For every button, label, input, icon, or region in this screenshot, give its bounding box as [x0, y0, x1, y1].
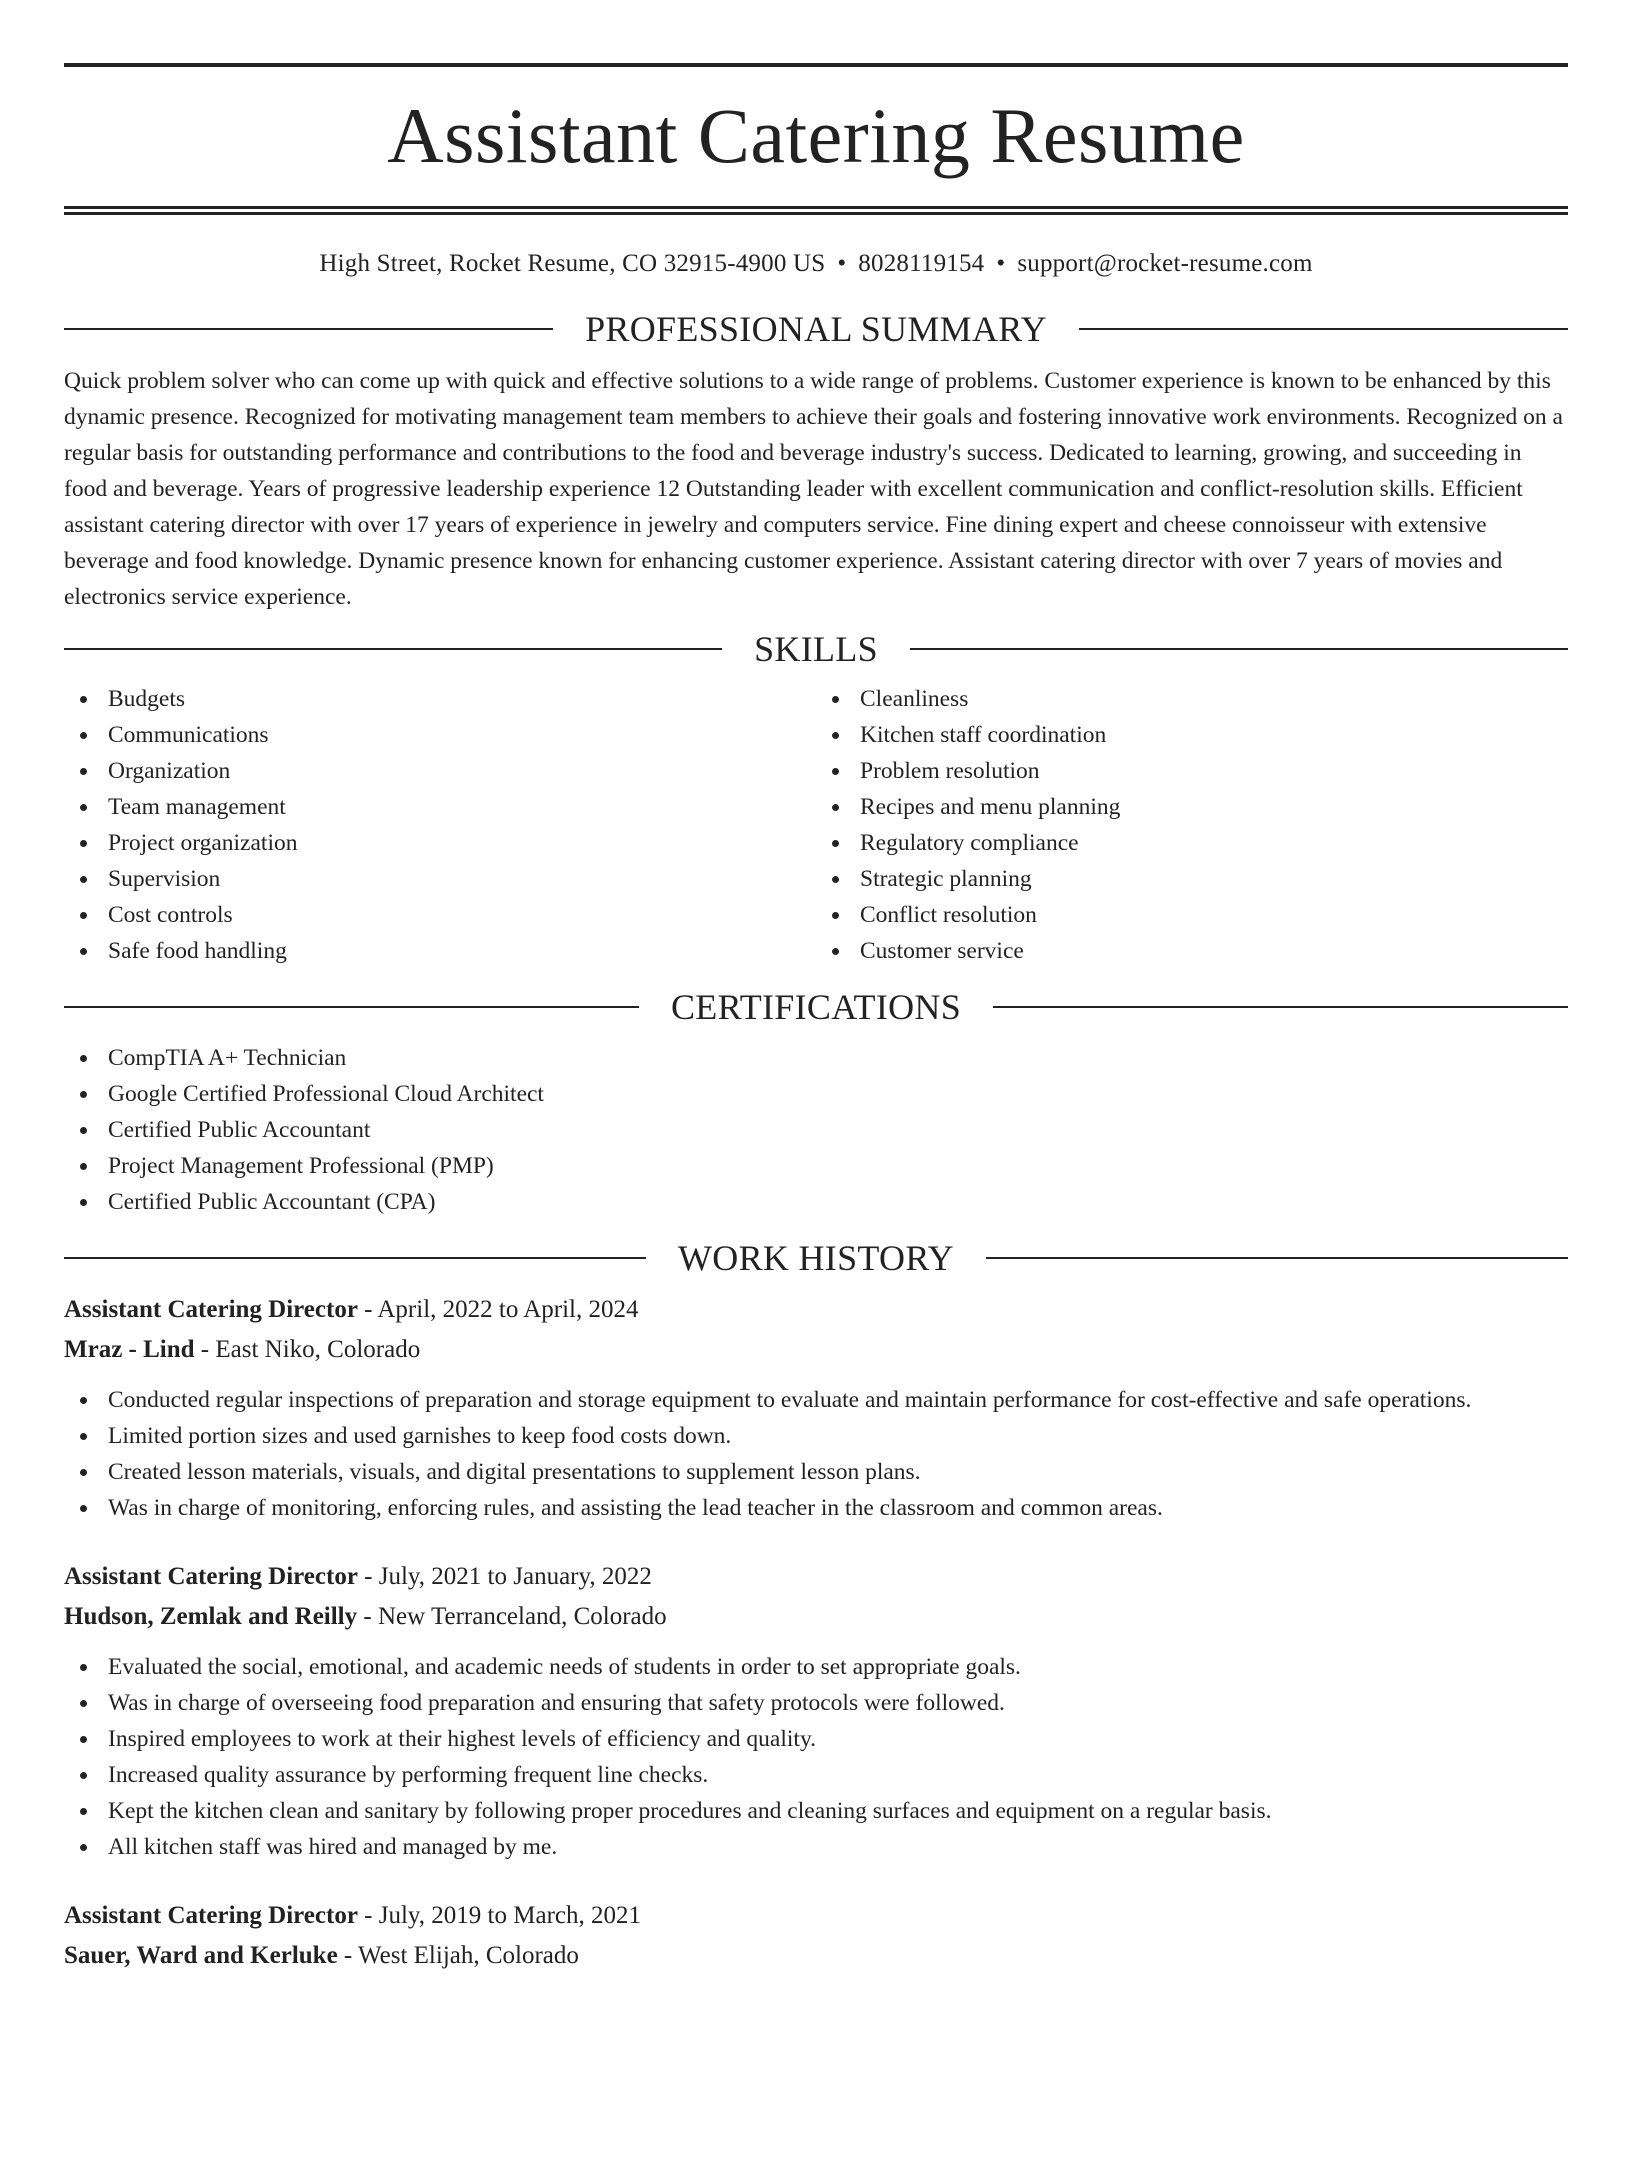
- job-company-line: [64, 1597, 1568, 1637]
- contact-phone: 8028119154: [858, 250, 985, 277]
- job-location: - New Terranceland, Colorado: [357, 1603, 667, 1630]
- contact-address: High Street, Rocket Resume, CO 32915-4900 US: [319, 250, 826, 277]
- list-item: Project organization: [64, 825, 816, 861]
- job-dates: - April, 2022 to April, 2024: [357, 1296, 639, 1323]
- job-entry: [64, 1290, 1568, 1526]
- list-item: CompTIA A+ Technician: [64, 1040, 1568, 1076]
- job-title-line: [64, 1896, 1568, 1936]
- list-item: Kept the kitchen clean and sanitary by following proper procedures and cleaning surfaces and equipment on a regular basis.: [64, 1793, 1568, 1829]
- job-title: Assistant Catering Director: [64, 1563, 358, 1590]
- job-location: - East Niko, Colorado: [194, 1336, 421, 1363]
- certifications-list: [64, 1040, 1568, 1220]
- list-item: Supervision: [64, 861, 816, 897]
- section-heading-certifications: [64, 987, 1568, 1027]
- skills-column-left: [64, 681, 816, 969]
- job-title-line: [64, 1557, 1568, 1597]
- section-heading-work-history: [64, 1238, 1568, 1278]
- list-item: Kitchen staff coordination: [816, 717, 1568, 753]
- skills-grid: [64, 681, 1568, 969]
- resume-page: [0, 63, 1632, 2175]
- contact-separator: •: [996, 250, 1006, 277]
- list-item: Was in charge of overseeing food preparation and ensuring that safety protocols were followed.: [64, 1685, 1568, 1721]
- list-item: Team management: [64, 789, 816, 825]
- list-item: Google Certified Professional Cloud Architect: [64, 1076, 1568, 1112]
- section-title: PROFESSIONAL SUMMARY: [585, 309, 1047, 349]
- list-item: Was in charge of monitoring, enforcing rules, and assisting the lead teacher in the classroom and common areas.: [64, 1490, 1568, 1526]
- job-entry: [64, 1896, 1568, 1976]
- heading-rule: [910, 648, 1568, 650]
- contact-separator: •: [837, 250, 847, 277]
- job-location: - West Elijah, Colorado: [337, 1942, 579, 1969]
- job-bullets: [64, 1382, 1568, 1526]
- list-item: Certified Public Accountant: [64, 1112, 1568, 1148]
- job-company: Mraz - Lind: [64, 1336, 195, 1363]
- skills-column-right: [816, 681, 1568, 969]
- list-item: Regulatory compliance: [816, 825, 1568, 861]
- list-item: Evaluated the social, emotional, and academic needs of students in order to set appropriate goals.: [64, 1649, 1568, 1685]
- heading-rule: [993, 1006, 1568, 1008]
- list-item: Conflict resolution: [816, 897, 1568, 933]
- list-item: Cleanliness: [816, 681, 1568, 717]
- job-company: Hudson, Zemlak and Reilly: [64, 1603, 358, 1630]
- list-item: Limited portion sizes and used garnishes to keep food costs down.: [64, 1418, 1568, 1454]
- list-item: Certified Public Accountant (CPA): [64, 1184, 1568, 1220]
- heading-rule: [64, 1257, 646, 1259]
- list-item: Conducted regular inspections of preparation and storage equipment to evaluate and maintain performance for cost-effective and safe operations.: [64, 1382, 1568, 1418]
- job-title: Assistant Catering Director: [64, 1296, 358, 1323]
- resume-title: Assistant Catering Resume: [387, 92, 1245, 179]
- list-item: Budgets: [64, 681, 816, 717]
- section-title: CERTIFICATIONS: [670, 987, 962, 1027]
- title-double-rule: [64, 206, 1568, 215]
- summary-text: Quick problem solver who can come up with quick and effective solutions to a wide range of problems. Customer experience is known to be enhanced by this dynamic presence. Recognized for motivating management team members to achieve their goals and fostering innovative work environments. Recognized on a regular basis for outstanding performance and contributions to the food and beverage industry's success. Dedicated to learning, growing, and succeeding in food and beverage. Years of progressive leadership experience 12 Outstanding leader with excellent communication and conflict-resolution skills. Efficient assistant catering director with over 17 years of experience in jewelry and computers service. Fine dining expert and cheese connoisseur with extensive beverage and food knowledge. Dynamic presence known for enhancing customer experience. Assistant catering director with over 7 years of movies and electronics service experience.: [64, 368, 1563, 610]
- list-item: Strategic planning: [816, 861, 1568, 897]
- job-company: Sauer, Ward and Kerluke: [64, 1942, 338, 1969]
- section-title: WORK HISTORY: [678, 1238, 954, 1278]
- job-company-line: [64, 1330, 1568, 1370]
- job-entry: [64, 1557, 1568, 1865]
- section-title: SKILLS: [754, 629, 878, 669]
- list-item: Problem resolution: [816, 753, 1568, 789]
- job-company-line: [64, 1936, 1568, 1976]
- section-heading-summary: [64, 309, 1568, 349]
- job-dates: - July, 2019 to March, 2021: [357, 1902, 641, 1929]
- job-bullets: [64, 1649, 1568, 1865]
- skills-list-right: [816, 681, 1568, 969]
- section-heading-skills: [64, 629, 1568, 669]
- heading-rule: [1079, 328, 1568, 330]
- job-title-line: [64, 1290, 1568, 1330]
- list-item: Cost controls: [64, 897, 816, 933]
- job-title: Assistant Catering Director: [64, 1902, 358, 1929]
- list-item: Inspired employees to work at their highest levels of efficiency and quality.: [64, 1721, 1568, 1757]
- contact-info: [64, 249, 1568, 279]
- skills-list-left: [64, 681, 816, 969]
- list-item: Project Management Professional (PMP): [64, 1148, 1568, 1184]
- heading-rule: [64, 1006, 639, 1008]
- job-dates: - July, 2021 to January, 2022: [357, 1563, 652, 1590]
- list-item: Recipes and menu planning: [816, 789, 1568, 825]
- list-item: Increased quality assurance by performing frequent line checks.: [64, 1757, 1568, 1793]
- top-rule: [64, 63, 1568, 67]
- heading-rule: [64, 328, 553, 330]
- list-item: Safe food handling: [64, 933, 816, 969]
- heading-rule: [986, 1257, 1568, 1259]
- heading-rule: [64, 648, 722, 650]
- list-item: All kitchen staff was hired and managed by me.: [64, 1829, 1568, 1865]
- list-item: Communications: [64, 717, 816, 753]
- list-item: Customer service: [816, 933, 1568, 969]
- list-item: Created lesson materials, visuals, and digital presentations to supplement lesson plans.: [64, 1454, 1568, 1490]
- contact-email: support@rocket-resume.com: [1017, 250, 1313, 277]
- list-item: Organization: [64, 753, 816, 789]
